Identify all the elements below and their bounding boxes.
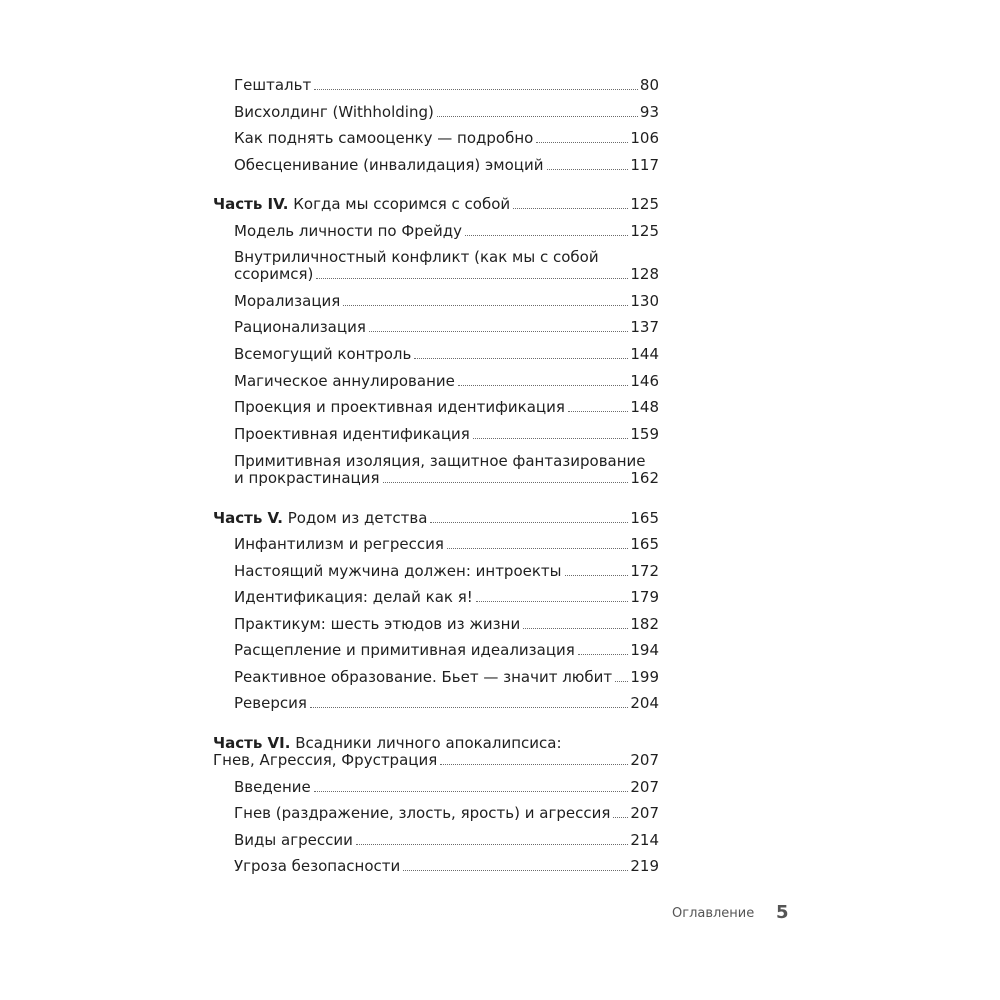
toc-entry-title: Модель личности по Фрейду <box>234 222 463 240</box>
toc-part-heading-line1[interactable] <box>213 734 562 752</box>
toc-entry[interactable] <box>234 562 659 580</box>
toc-entry-title: Рационализация <box>234 318 366 336</box>
toc-entry-title: Настоящий мужчина должен: интроекты <box>234 562 562 580</box>
toc-entry-page: 182 <box>630 615 659 633</box>
toc-entry-page: 204 <box>630 694 659 712</box>
toc-entry-title: Гештальт <box>234 76 312 94</box>
dot-leader <box>414 358 628 359</box>
toc-entry[interactable] <box>234 156 659 174</box>
toc-entry-page: 125 <box>630 222 659 240</box>
toc-entry[interactable] <box>234 425 659 443</box>
toc-entry-page: 106 <box>630 129 659 147</box>
toc-entry-title: Практикум: шесть этюдов из жизни <box>234 615 521 633</box>
toc-entry-title: Угроза безопасности <box>234 857 401 875</box>
part-label: Часть IV. <box>213 195 289 213</box>
toc-part-title-line1: Всадники личного апокалипсиса: <box>290 734 562 752</box>
toc-entry-page: 146 <box>630 372 659 390</box>
toc-part-heading[interactable] <box>213 751 659 769</box>
toc-entry-page: 172 <box>630 562 659 580</box>
toc-entry[interactable] <box>234 778 659 796</box>
dot-leader <box>568 411 628 412</box>
toc-entry[interactable] <box>234 129 659 147</box>
toc-entry[interactable] <box>234 615 659 633</box>
dot-leader <box>615 681 628 682</box>
dot-leader <box>403 870 628 871</box>
toc-entry-page: 207 <box>630 804 659 822</box>
toc-entry-page: 125 <box>630 195 659 213</box>
toc-entry-page: 93 <box>639 103 659 121</box>
toc-entry[interactable] <box>234 398 659 416</box>
toc-entry-title: Виды агрессии <box>234 831 353 849</box>
toc-entry-title: Расщепление и примитивная идеализация <box>234 641 575 659</box>
toc-entry-title: Инфантилизм и регрессия <box>234 535 444 553</box>
toc-entry[interactable] <box>234 318 659 336</box>
dot-leader <box>473 438 629 439</box>
dot-leader <box>447 548 628 549</box>
dot-leader <box>383 482 629 483</box>
toc-part-heading[interactable] <box>213 509 659 527</box>
toc-entry-page: 130 <box>630 292 659 310</box>
dot-leader <box>513 208 628 209</box>
toc-entry[interactable] <box>234 588 659 606</box>
dot-leader <box>314 791 629 792</box>
dot-leader <box>547 169 629 170</box>
toc-part-heading[interactable] <box>213 195 659 213</box>
toc-entry-title: Висхолдинг (Withholding) <box>234 103 434 121</box>
running-footer-title: Оглавление <box>672 906 755 921</box>
toc-entry[interactable] <box>234 694 659 712</box>
toc-entry[interactable] <box>234 469 659 487</box>
toc-entry-page: 137 <box>630 318 659 336</box>
toc-entry[interactable] <box>234 372 659 390</box>
toc-entry[interactable] <box>234 535 659 553</box>
dot-leader <box>369 331 629 332</box>
toc-entry-title: Как поднять самооценку — подробно <box>234 129 534 147</box>
toc-entry[interactable] <box>234 804 659 822</box>
toc-part-title: Когда мы ссоримся с собой <box>288 195 511 213</box>
toc-entry-title: Всемогущий контроль <box>234 345 412 363</box>
dot-leader <box>430 522 628 523</box>
toc-entry[interactable] <box>234 641 659 659</box>
toc-entry-title: и прокрастинация <box>234 469 380 487</box>
toc-entry[interactable] <box>234 103 659 121</box>
dot-leader <box>437 116 638 117</box>
toc-entry-page: 80 <box>639 76 659 94</box>
toc-entry-page: 159 <box>630 425 659 443</box>
toc-entry-page: 194 <box>630 641 659 659</box>
toc-entry-title: Проекция и проективная идентификация <box>234 398 565 416</box>
toc-entry-page: 162 <box>630 469 659 487</box>
toc-entry-title: ссоримся) <box>234 265 314 283</box>
toc-entry-title-line1[interactable]: Внутриличностный конфликт (как мы с собой <box>234 248 599 266</box>
dot-leader <box>310 707 628 708</box>
dot-leader <box>316 278 628 279</box>
dot-leader <box>613 817 628 818</box>
toc-part-title: Родом из детства <box>282 509 428 527</box>
dot-leader <box>565 575 629 576</box>
toc-entry-title: Реактивное образование. Бьет — значит любит <box>234 668 613 686</box>
toc-entry-page: 144 <box>630 345 659 363</box>
toc-entry[interactable] <box>234 857 659 875</box>
dot-leader <box>476 601 629 602</box>
dot-leader <box>523 628 628 629</box>
toc-entry-page: 128 <box>630 265 659 283</box>
part-label: Часть V. <box>213 509 283 527</box>
toc-entry-page: 207 <box>630 778 659 796</box>
toc-entry[interactable] <box>234 292 659 310</box>
toc-entry[interactable] <box>234 668 659 686</box>
toc-entry-page: 199 <box>630 668 659 686</box>
dot-leader <box>314 89 638 90</box>
toc-entry-page: 117 <box>630 156 659 174</box>
toc-entry-page: 165 <box>630 535 659 553</box>
part-label: Часть VI. <box>213 734 291 752</box>
toc-entry-title: Реверсия <box>234 694 307 712</box>
dot-leader <box>356 844 629 845</box>
toc-entry[interactable] <box>234 831 659 849</box>
toc-entry-page: 214 <box>630 831 659 849</box>
toc-entry-title: Введение <box>234 778 311 796</box>
toc-entry-title: Идентификация: делай как я! <box>234 588 473 606</box>
dot-leader <box>465 235 628 236</box>
toc-entry-title-line1[interactable]: Примитивная изоляция, защитное фантазирование <box>234 452 646 470</box>
toc-entry-page: 207 <box>630 751 659 769</box>
dot-leader <box>536 142 628 143</box>
toc-entry[interactable] <box>234 345 659 363</box>
dot-leader <box>458 385 628 386</box>
dot-leader <box>578 654 629 655</box>
dot-leader <box>343 305 628 306</box>
toc-entry-title: Обесценивание (инвалидация) эмоций <box>234 156 544 174</box>
toc-entry-page: 219 <box>630 857 659 875</box>
toc-part-title: Гнев, Агрессия, Фрустрация <box>213 751 438 769</box>
toc-entry[interactable] <box>234 222 659 240</box>
toc-entry[interactable] <box>234 76 659 94</box>
toc-entry-page: 179 <box>630 588 659 606</box>
toc-entry-title: Гнев (раздражение, злость, ярость) и агрессия <box>234 804 611 822</box>
page-number: 5 <box>776 902 789 923</box>
dot-leader <box>440 764 628 765</box>
toc-entry-title: Магическое аннулирование <box>234 372 455 390</box>
toc-entry-title: Проективная идентификация <box>234 425 470 443</box>
toc-entry-title: Морализация <box>234 292 341 310</box>
toc-entry-page: 148 <box>630 398 659 416</box>
toc-entry-page: 165 <box>630 509 659 527</box>
toc-entry[interactable] <box>234 265 659 283</box>
